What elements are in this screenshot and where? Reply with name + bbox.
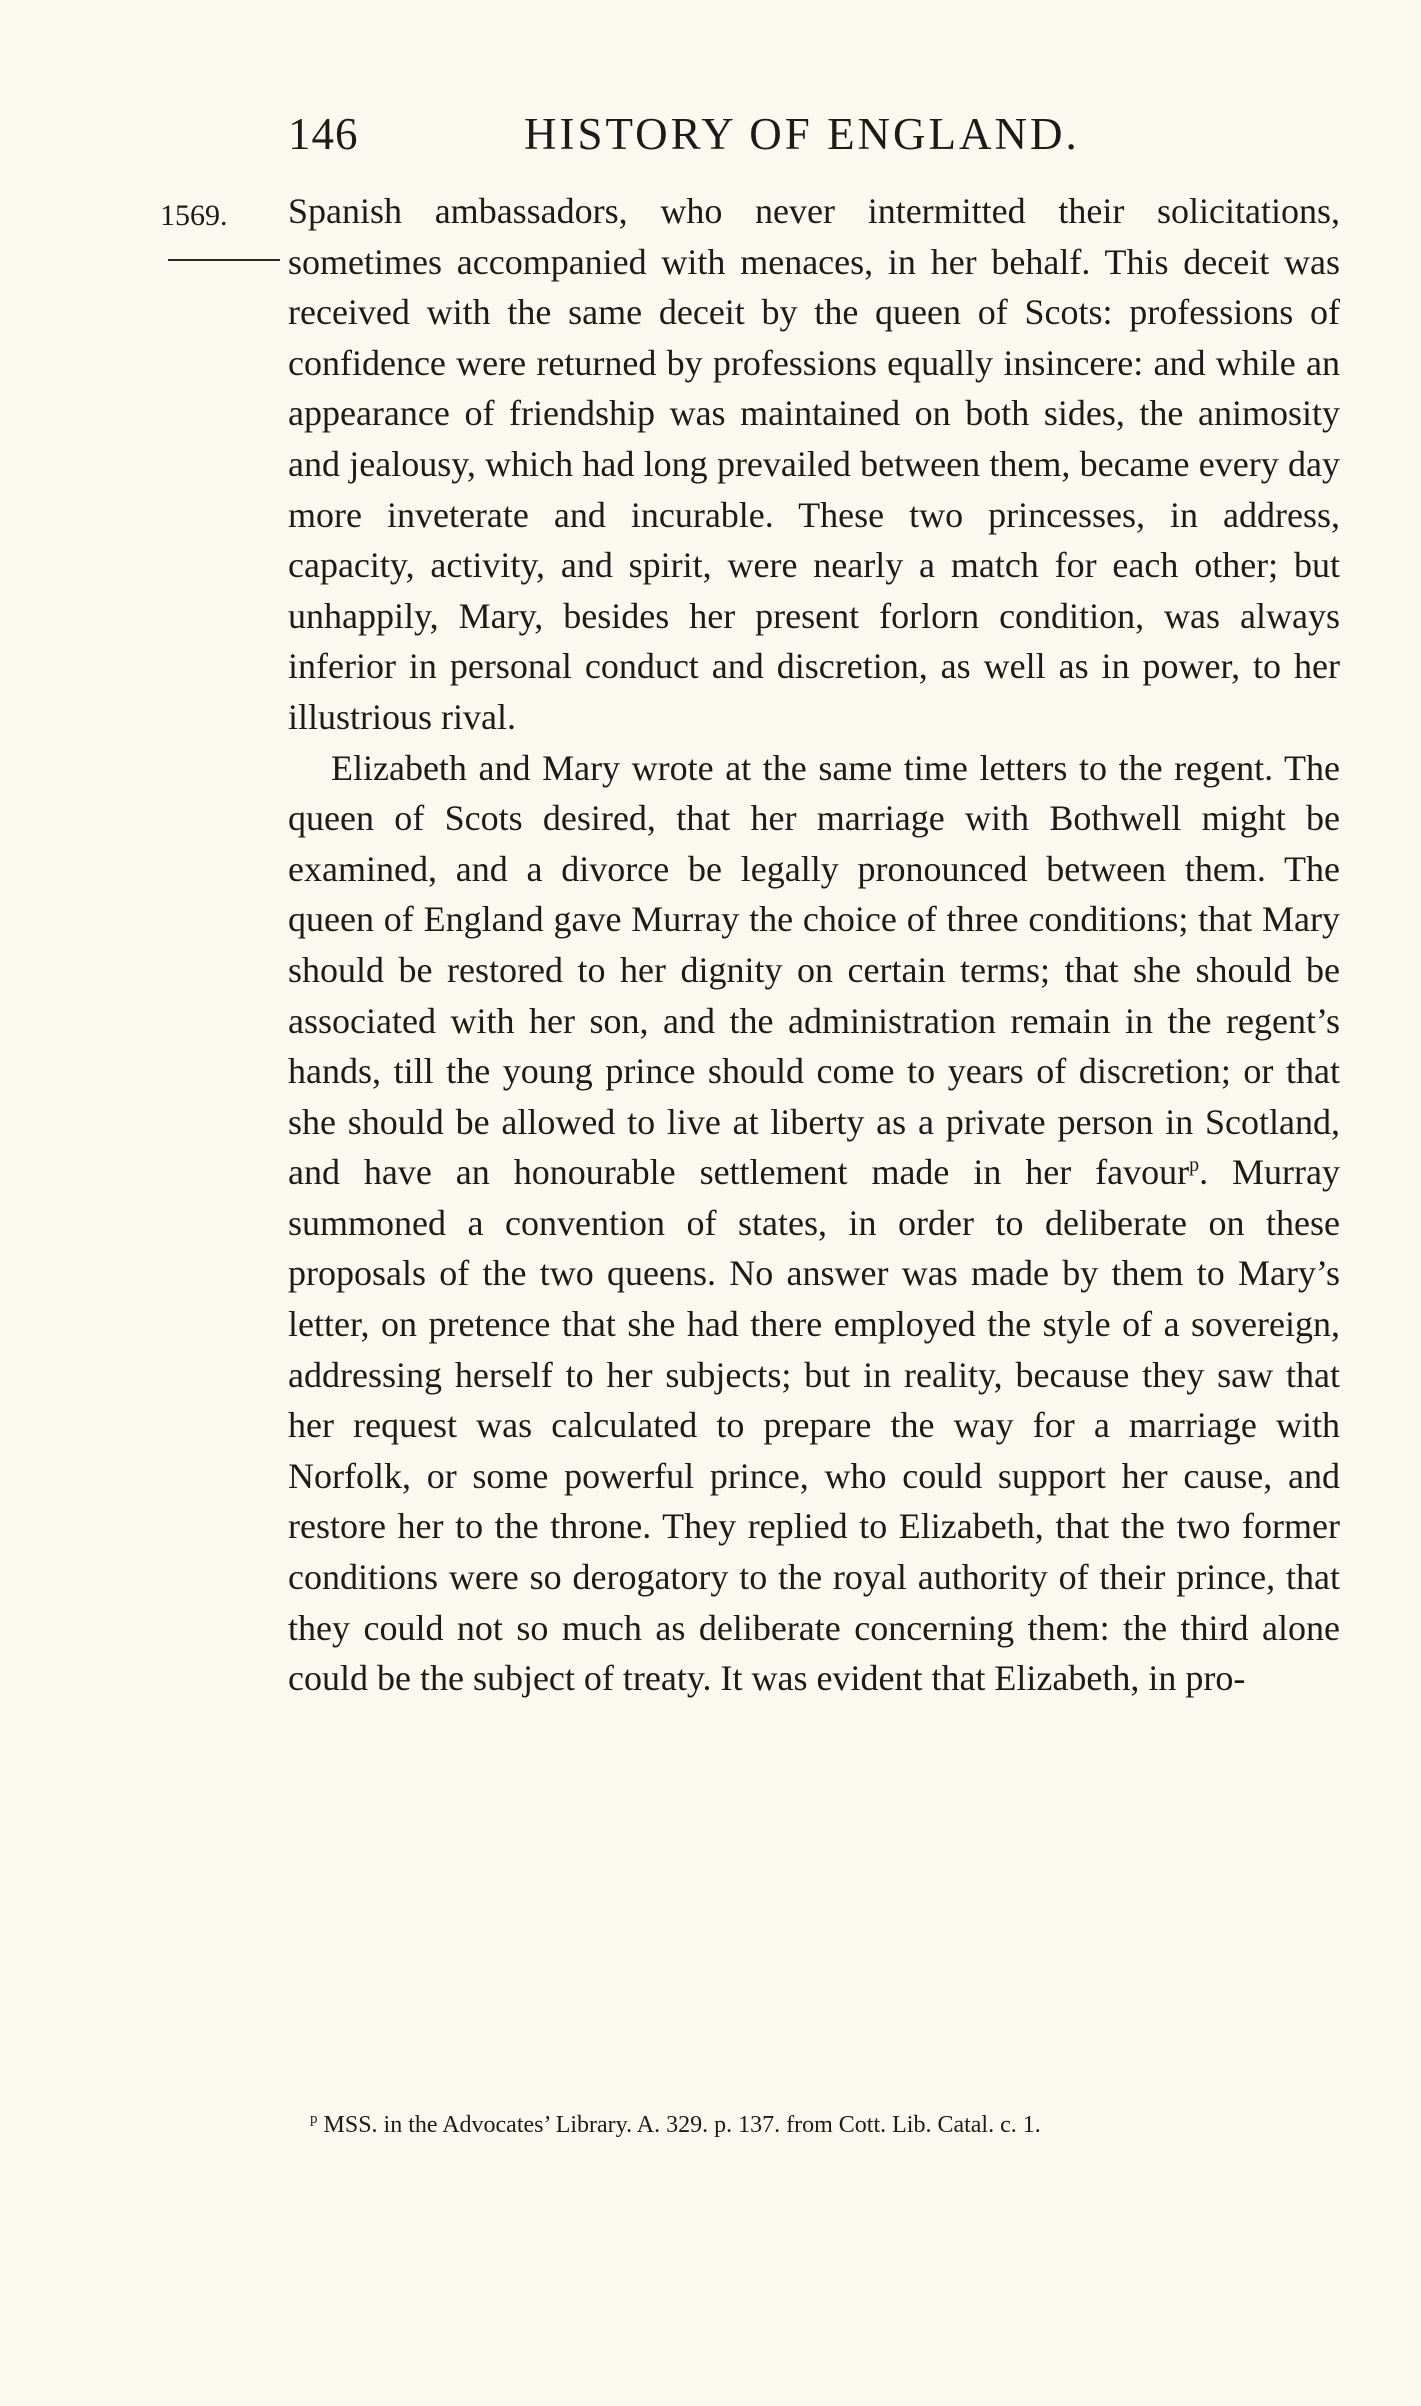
- margin-year: 1569.: [160, 199, 228, 232]
- page-number: 146: [288, 109, 359, 159]
- footnote-reference: p: [1189, 1154, 1200, 1177]
- footnote-text: MSS. in the Advocates’ Library. A. 329. p. 137. from Cott. Lib. Catal. c. 1.: [317, 2112, 1041, 2138]
- footnote: [288, 2112, 1340, 2138]
- paragraph: [288, 743, 1340, 1704]
- paragraph-text: Elizabeth and Mary wrote at the same time letters to the regent. The queen of Scots desired, that her marriage with Bothwell might be examined, and a divorce be legally pronounced between them. The queen of England gave Murray the choice of three conditions; that Mary should be restored to her dignity on certain terms; that she should be associated with her son, and the administration remain in the regent’s hands, till the young prince should come to years of discretion; or that she should be allowed to live at liberty as a private person in Scotland, and have an honourable settlement made in her favour: [288, 747, 1340, 1193]
- footnote-marker: p: [310, 2111, 318, 2127]
- body-text: [288, 186, 1340, 1704]
- running-head: HISTORY OF ENGLAND.: [524, 109, 1080, 159]
- margin-rule: [168, 259, 280, 261]
- paragraph: Spanish ambassadors, who never intermitted their solicitations, sometimes accompanied with menaces, in her behalf. This deceit was received with the same deceit by the queen of Scots: professions of confidence were returned by professions equally insincere: and while an appearance of friendship was maintained on both sides, the animosity and jealousy, which had long prevailed between them, became every day more inveterate and incurable. These two princesses, in address, capacity, activity, and spirit, were nearly a match for each other; but unhappily, Mary, besides her present forlorn condition, was always inferior in personal conduct and discretion, as well as in power, to her illustrious rival.: [288, 191, 1340, 737]
- paragraph-text: . Murray summoned a convention of states, in order to deliberate on these proposals of the two queens. No answer was made by them to Mary’s letter, on pretence that she had there employed the style of a sovereign, addressing herself to her subjects; but in reality, because they saw that her request was calculated to prepare the way for a marriage with Norfolk, or some powerful prince, who could support her cause, and restore her to the throne. They replied to Elizabeth, that the two former conditions were so derogatory to the royal authority of their prince, that they could not so much as deliberate concerning them: the third alone could be the subject of treaty. It was evident that Elizabeth, in pro-: [288, 1152, 1340, 1699]
